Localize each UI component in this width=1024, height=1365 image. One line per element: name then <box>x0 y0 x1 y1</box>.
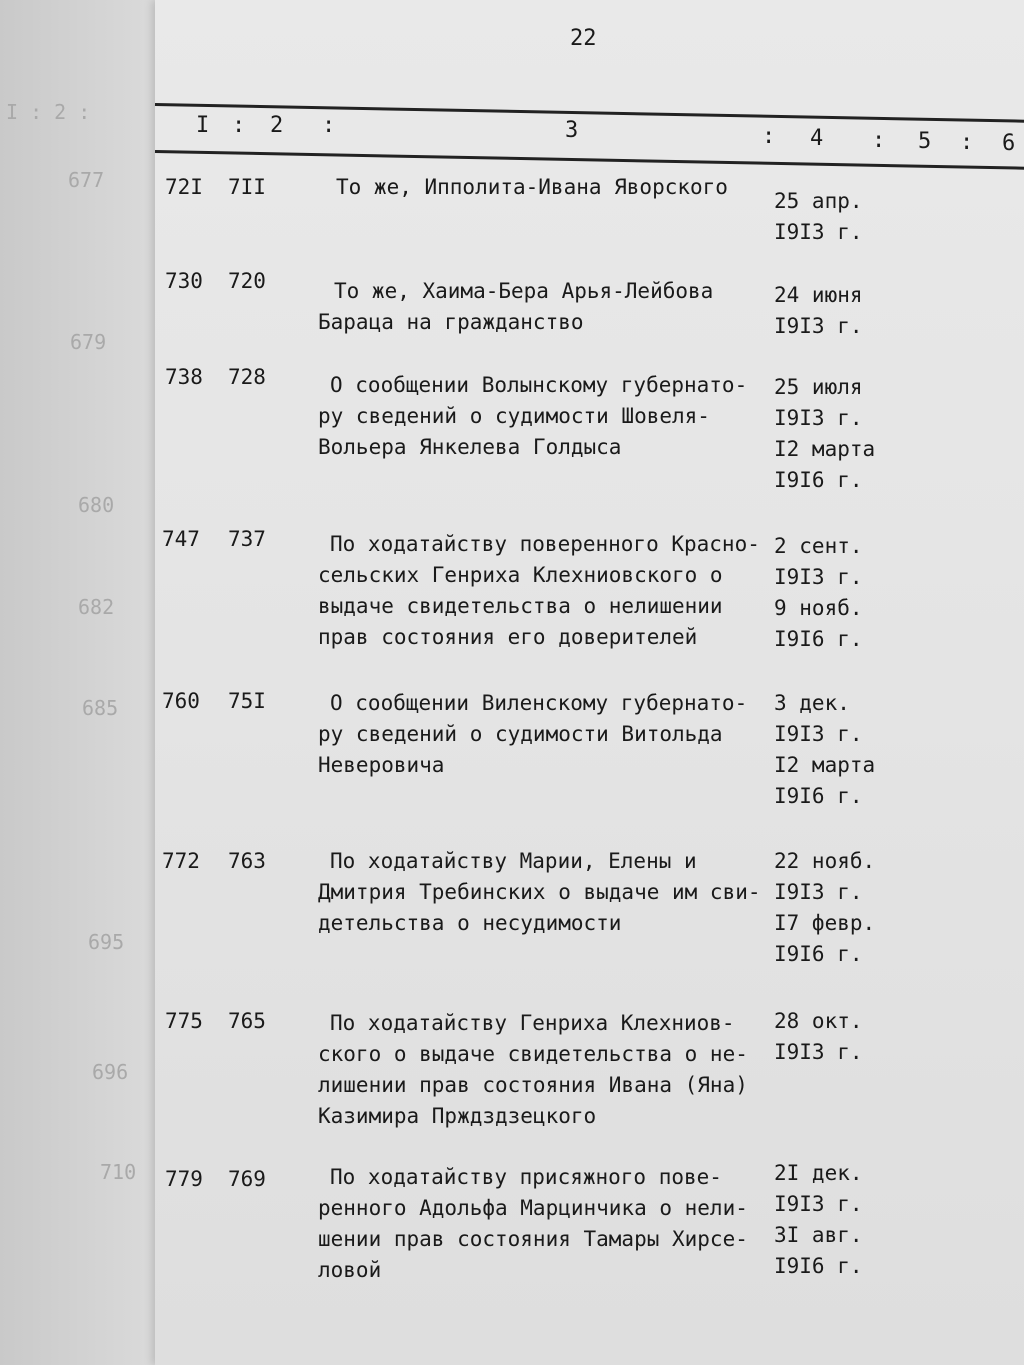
date-line: 24 июня <box>774 283 863 307</box>
date-line: I9I3 г. <box>774 722 863 746</box>
title-line: Вольера Янкелева Голдыса <box>318 435 622 459</box>
title-line: По ходатайству присяжного пове- <box>330 1165 722 1189</box>
backpage-number: 695 <box>88 930 125 954</box>
record-dates <box>774 846 875 970</box>
record-dates <box>774 531 863 655</box>
date-line: I9I3 г. <box>774 565 863 589</box>
title-line: ренного Адольфа Марцинчика о нели- <box>318 1196 748 1220</box>
document-page <box>155 0 1024 1365</box>
title-line: По ходатайству Марии, Елены и <box>330 849 697 873</box>
date-line: I9I6 г. <box>774 784 863 808</box>
page-number: 22 <box>570 26 597 51</box>
date-line: 28 окт. <box>774 1009 863 1033</box>
record-dates <box>774 1006 863 1068</box>
record-title <box>336 172 728 203</box>
column-separator: : <box>232 113 246 138</box>
title-line: ловой <box>318 1258 382 1282</box>
title-line: ру сведений о судимости Витольда <box>318 722 723 746</box>
title-line: выдаче свидетельства о нелишении <box>318 594 723 618</box>
file-number: 769 <box>228 1167 266 1191</box>
file-number: 728 <box>228 365 266 389</box>
record-number: 747 <box>162 527 200 551</box>
record-title <box>318 1008 748 1132</box>
column-header-4: 4 <box>810 126 824 151</box>
date-line: I9I3 г. <box>774 220 863 244</box>
title-line: ского о выдаче свидетельства о не- <box>318 1042 748 1066</box>
column-header-1: I <box>196 113 210 138</box>
backpage-number: 682 <box>78 595 115 619</box>
column-header-6: 6 <box>1002 131 1016 156</box>
date-line: 9 нояб. <box>774 596 863 620</box>
record-title <box>318 846 761 939</box>
title-line: детельства о несудимости <box>318 911 622 935</box>
title-line: ру сведений о судимости Шовеля- <box>318 404 710 428</box>
date-line: I9I6 г. <box>774 468 863 492</box>
record-title <box>318 276 713 338</box>
backpage-number: 696 <box>92 1060 129 1084</box>
record-number: 775 <box>165 1009 203 1033</box>
title-line: По ходатайству Генриха Клехниов- <box>330 1011 735 1035</box>
column-separator: : <box>322 113 336 138</box>
file-number: 7II <box>228 175 266 199</box>
title-line: О сообщении Волынскому губернато- <box>330 373 748 397</box>
file-number: 720 <box>228 269 266 293</box>
backpage-number: 710 <box>100 1160 137 1184</box>
date-line: I9I6 г. <box>774 1254 863 1278</box>
date-line: I9I3 г. <box>774 314 863 338</box>
record-dates <box>774 1158 863 1282</box>
date-line: I9I3 г. <box>774 1192 863 1216</box>
date-line: 25 апр. <box>774 189 863 213</box>
title-line: Дмитрия Требинских о выдаче им сви- <box>318 880 761 904</box>
date-line: 22 нояб. <box>774 849 876 873</box>
date-line: I9I6 г. <box>774 627 863 651</box>
column-header-2: 2 <box>270 113 284 138</box>
column-separator: : <box>872 128 886 153</box>
date-line: I9I3 г. <box>774 880 863 904</box>
record-title <box>318 688 747 781</box>
date-line: 25 июля <box>774 375 863 399</box>
backpage-header-fragment: I : 2 : <box>6 100 91 124</box>
title-line: То же, Хаима-Бера Арья-Лейбова <box>334 279 714 303</box>
date-line: I9I3 г. <box>774 1040 863 1064</box>
column-separator: : <box>960 130 974 155</box>
record-title <box>318 1162 748 1286</box>
title-line: О сообщении Виленскому губернато- <box>330 691 748 715</box>
title-line: Неверовича <box>318 753 445 777</box>
date-line: I9I3 г. <box>774 406 863 430</box>
record-dates <box>774 372 875 496</box>
title-line: сельских Генриха Клехниовского о <box>318 563 723 587</box>
backpage-number: 677 <box>68 168 105 192</box>
file-number: 763 <box>228 849 266 873</box>
record-number: 738 <box>165 365 203 389</box>
title-line: шении прав состояния Тамары Хирсе- <box>318 1227 748 1251</box>
record-title <box>318 370 747 463</box>
record-number: 760 <box>162 689 200 713</box>
file-number: 75I <box>228 689 266 713</box>
record-number: 772 <box>162 849 200 873</box>
title-line: Бараца на гражданство <box>318 310 584 334</box>
backpage-number: 685 <box>82 696 119 720</box>
title-line: лишении прав состояния Ивана (Яна) <box>318 1073 748 1097</box>
record-dates <box>774 688 875 812</box>
title-line: По ходатайству поверенного Красно- <box>330 532 760 556</box>
record-dates <box>774 186 863 248</box>
date-line: 2 сент. <box>774 534 863 558</box>
date-line: 3 дек. <box>774 691 850 715</box>
record-dates <box>774 280 863 342</box>
column-header-3: 3 <box>565 118 579 143</box>
date-line: 2I дек. <box>774 1161 863 1185</box>
record-number: 779 <box>165 1167 203 1191</box>
column-separator: : <box>762 124 776 149</box>
previous-page-edge <box>0 0 170 1365</box>
file-number: 765 <box>228 1009 266 1033</box>
column-header-5: 5 <box>918 129 932 154</box>
date-line: 3I авг. <box>774 1223 863 1247</box>
file-number: 737 <box>228 527 266 551</box>
date-line: I9I6 г. <box>774 942 863 966</box>
record-number: 730 <box>165 269 203 293</box>
date-line: I2 марта <box>774 753 876 777</box>
record-title <box>318 529 760 653</box>
record-number: 72I <box>165 175 203 199</box>
backpage-number: 680 <box>78 493 115 517</box>
title-line: прав состояния его доверителей <box>318 625 698 649</box>
date-line: I2 марта <box>774 437 876 461</box>
date-line: I7 февр. <box>774 911 876 935</box>
title-line: То же, Ипполита-Ивана Яворского <box>336 175 728 199</box>
backpage-number: 679 <box>70 330 107 354</box>
title-line: Казимира Прждздзецкого <box>318 1104 597 1128</box>
